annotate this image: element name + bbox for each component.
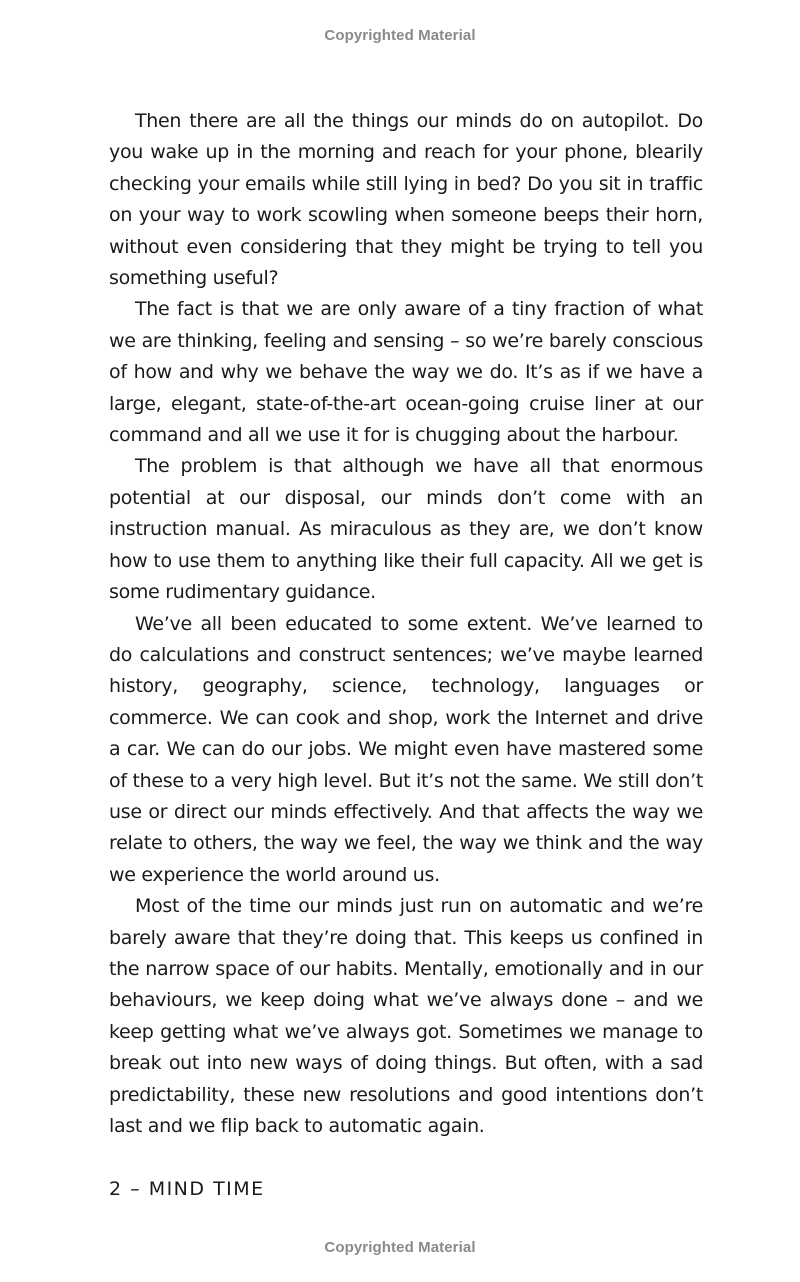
paragraph-5: Most of the time our minds just run on automatic and we’re barely aware that they’re doing that. This keeps us confined in the narrow space of our habits. Mentally, emotionally and in our behaviours, we keep doing what we’ve always done – and we keep getting what we’ve always got. Sometimes we manage to break out into new ways of doing things. But often, with a sad predictability, these new resolutions and good intentions don’t last and we flip back to automatic again. (109, 895, 703, 1137)
paragraph-1: Then there are all the things our minds do on autopilot. Do you wake up in the morning and reach for your phone, blearily checking your emails while still lying in bed? Do you sit in traffic on your way to work scowling when someone beeps their horn, without even considering that they might be trying to tell you something useful? (109, 110, 703, 290)
footer-separator: – (130, 1178, 142, 1200)
page-number: 2 (109, 1178, 123, 1200)
book-title: MIND TIME (148, 1178, 265, 1200)
paragraph-3: The problem is that although we have all that enormous potential at our disposal, our minds don’t come with an instruction manual. As miraculous as they are, we don’t know how to use them to anything like their full capacity. All we get is some rudimentary guidance. (109, 455, 703, 604)
paragraph-2: The fact is that we are only aware of a tiny fraction of what we are thinking, feeling and sensing – so we’re barely conscious of how and why we behave the way we do. It’s as if we have a large, elegant, state-of-the-art ocean-going cruise liner at our command and all we use it for is chugging about the harbour. (109, 298, 703, 447)
paragraph-4: We’ve all been educated to some extent. We’ve learned to do calculations and construct sentences; we’ve maybe learned history, geography, science, technology, languages or commerce. We can cook and shop, work the Internet and drive a car. We can do our jobs. We might even have mastered some of these to a very high level. But it’s not the same. We still don’t use or direct our minds effectively. And that affects the way we relate to others, the way we feel, the way we think and the way we experience the world around us. (109, 612, 703, 886)
copyright-watermark-bottom: Copyrighted Material (324, 1239, 476, 1256)
running-footer (109, 1178, 265, 1200)
copyright-watermark-top: Copyrighted Material (324, 27, 476, 44)
body-text (109, 106, 703, 1142)
